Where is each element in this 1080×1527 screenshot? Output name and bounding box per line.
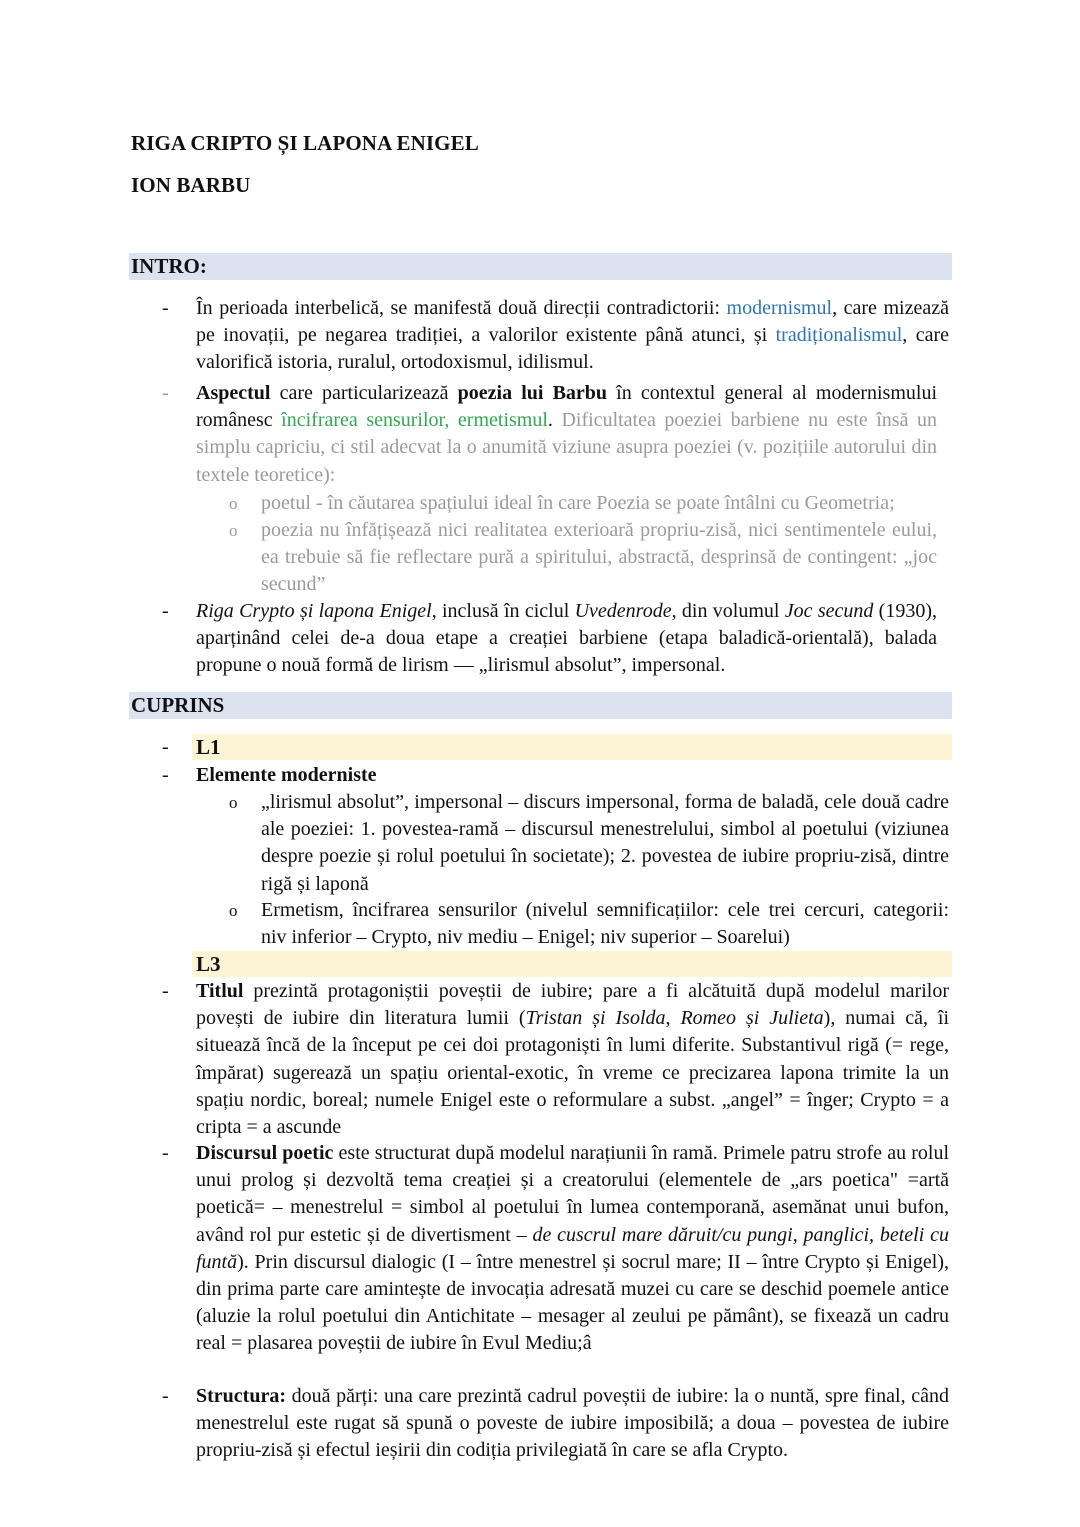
intro-paragraph-1: [196, 295, 949, 377]
text-run: .: [547, 409, 562, 432]
faded-text: Dificultatea poeziei barbiene nu este însă un simplu capriciu, ci stil adecvat la o anumită viziune asupra poeziei (v. pozițiile autorului din textele teoretice):: [196, 409, 937, 486]
text-run: , care valorifică istoria, ruralul, ortodoxismul, idilismul.: [196, 324, 949, 374]
subsection-label-l1: L1: [192, 734, 952, 760]
structura-paragraph: [196, 1383, 949, 1465]
intro-paragraph-2: [196, 380, 937, 489]
emphasis: Titlul: [196, 980, 244, 1002]
text-run: care particularizează: [270, 382, 458, 404]
titlul-paragraph: [196, 978, 949, 1141]
bullet-dash: -: [162, 980, 169, 1002]
italic-title: Uvedenrode: [574, 600, 672, 622]
text-run: , din volumul: [671, 600, 785, 622]
italic-title: Tristan și Isolda: [525, 1007, 666, 1030]
bullet-dash: -: [162, 297, 169, 319]
emphasis: Discursul poetic: [196, 1142, 334, 1164]
intro-paragraph-3: [196, 598, 937, 680]
emphasis: poezia lui Barbu: [457, 382, 608, 404]
text-run: prezintă protagoniștii poveștii de iubire; pare a fi alcătuită după modelul marilor povești de iubire din literatura lumii (: [196, 980, 949, 1030]
bullet-circle: o: [229, 494, 238, 513]
emphasis: Aspectul: [196, 382, 271, 404]
intro-sub-item-2: poezia nu înfățișează nici realitatea exterioară propriu-zisă, nici sentimentele eului, ea trebuie să fie reflectare pură a spiritului, abstractă, desprinsă de contingent: „joc secund”: [261, 519, 937, 596]
bullet-dash: -: [162, 600, 169, 622]
italic-title: Riga Crypto și lapona Enigel: [196, 600, 432, 622]
section-heading-intro: INTRO:: [129, 253, 952, 280]
intro-sub-item-1: poetul - în căutarea spațiului ideal în care Poezia se poate întâlni cu Geometria;: [261, 492, 895, 514]
term-modernism: modernismul: [726, 297, 833, 319]
bullet-circle: o: [229, 901, 238, 920]
document-author: ION BARBU: [131, 173, 251, 197]
italic-title: Romeo și Julieta: [680, 1007, 824, 1030]
text-run: este structurat după modelul narațiunii în ramă. Primele patru strofe au rolul unui prolog și dezvoltă tema creației și a creatorului (elementele de „ars poetica" =artă poetică= – menestrelul = simbol al poetului în lumea contemporană, asemănat unui bufon, având rol pur estetic și de divertisment –: [196, 1142, 950, 1246]
term-traditionalism: tradiționalismul: [775, 324, 903, 347]
bullet-dash: -: [162, 1385, 169, 1407]
cuprins-sub-item-1: „lirismul absolut”, impersonal – discurs impersonal, forma de baladă, cele două cadre ale poeziei: 1. povestea-ramă – discursul menestrelului, simbol al poetului (viziunea despre poezie și rolul poetului în societate); 2. povestea de iubire propriu-zisă, dintre rigă și laponă: [261, 791, 949, 895]
text-run: , inclusă în ciclul: [431, 600, 575, 622]
bullet-dash: -: [162, 382, 169, 404]
italic-quote: de cuscrul mare dăruit/cu pungi, panglici, beteli cu funtă: [196, 1223, 949, 1273]
text-run: , care mizează pe inovații, pe negarea tradiției, a valorilor existente până atunci, și: [196, 297, 949, 347]
section-heading-cuprins: CUPRINS: [129, 692, 952, 719]
bullet-circle: o: [229, 793, 238, 812]
text-run: În perioada interbelică, se manifestă două direcții contradictorii:: [196, 297, 727, 319]
discursul-paragraph: [196, 1140, 949, 1358]
text-run: ,: [665, 1007, 681, 1030]
text-run: două părți: una care prezintă cadrul poveștii de iubire: la o nuntă, spre final, când menestrelul este rugat să spună o poveste de iubire imposibilă; a doua – povestea de iubire propriu-zisă și efectul ieșirii din codiția privilegiată în care se afla Crypto.: [196, 1385, 949, 1462]
bullet-dash: -: [162, 764, 169, 786]
text-run: (1930), aparținând celei de-a doua etape a creației barbiene (etapa baladică-orientală), balada propune o nouă formă de lirism — „lirismul absolut”, impersonal.: [196, 600, 937, 677]
emphasis: Structura:: [196, 1385, 286, 1407]
subsection-label-l3: L3: [192, 951, 952, 977]
elemente-moderniste-heading: Elemente moderniste: [196, 764, 377, 786]
bullet-dash: -: [162, 1142, 169, 1164]
text-run: ). Prin discursul dialogic (I – între menestrel și socrul mare; II – între Crypto și Enigel), din prima parte care amintește de invocația adresată muzei cu care se deschid poemele antice (aluzie la rolul poetului din Antichitate – mesager al zeului pe pământ), se fixează un cadru real = plasarea poveștii de iubire în Evul Mediu;â: [196, 1250, 949, 1355]
document-title: RIGA CRIPTO ȘI LAPONA ENIGEL: [131, 131, 479, 155]
cuprins-sub-item-2: Ermetism, încifrarea sensurilor (nivelul semnificațiilor: cele trei cercuri, categorii: niv inferior – Crypto, niv mediu – Enigel; niv superior – Soarelui): [261, 899, 949, 949]
text-run: în contextul general al modernismului românesc: [196, 382, 937, 432]
text-run: ), numai că, îi situează încă de la început pe cei doi protagoniști în lumi diferite. Substantivul rigă (= rege, împărat) sugerează un spațiu oriental-exotic, în vreme ce precizarea lapona trimite la un spațiu nordic, boreal; numele Enigel este o reformulare a subst. „angel” = înger; Crypto = a cripta = a ascunde: [196, 1007, 949, 1139]
bullet-dash: -: [162, 736, 169, 758]
bullet-circle: o: [229, 521, 238, 540]
term-ermetism: încifrarea sensurilor, ermetismul: [281, 409, 548, 432]
italic-title: Joc secund: [784, 600, 874, 622]
